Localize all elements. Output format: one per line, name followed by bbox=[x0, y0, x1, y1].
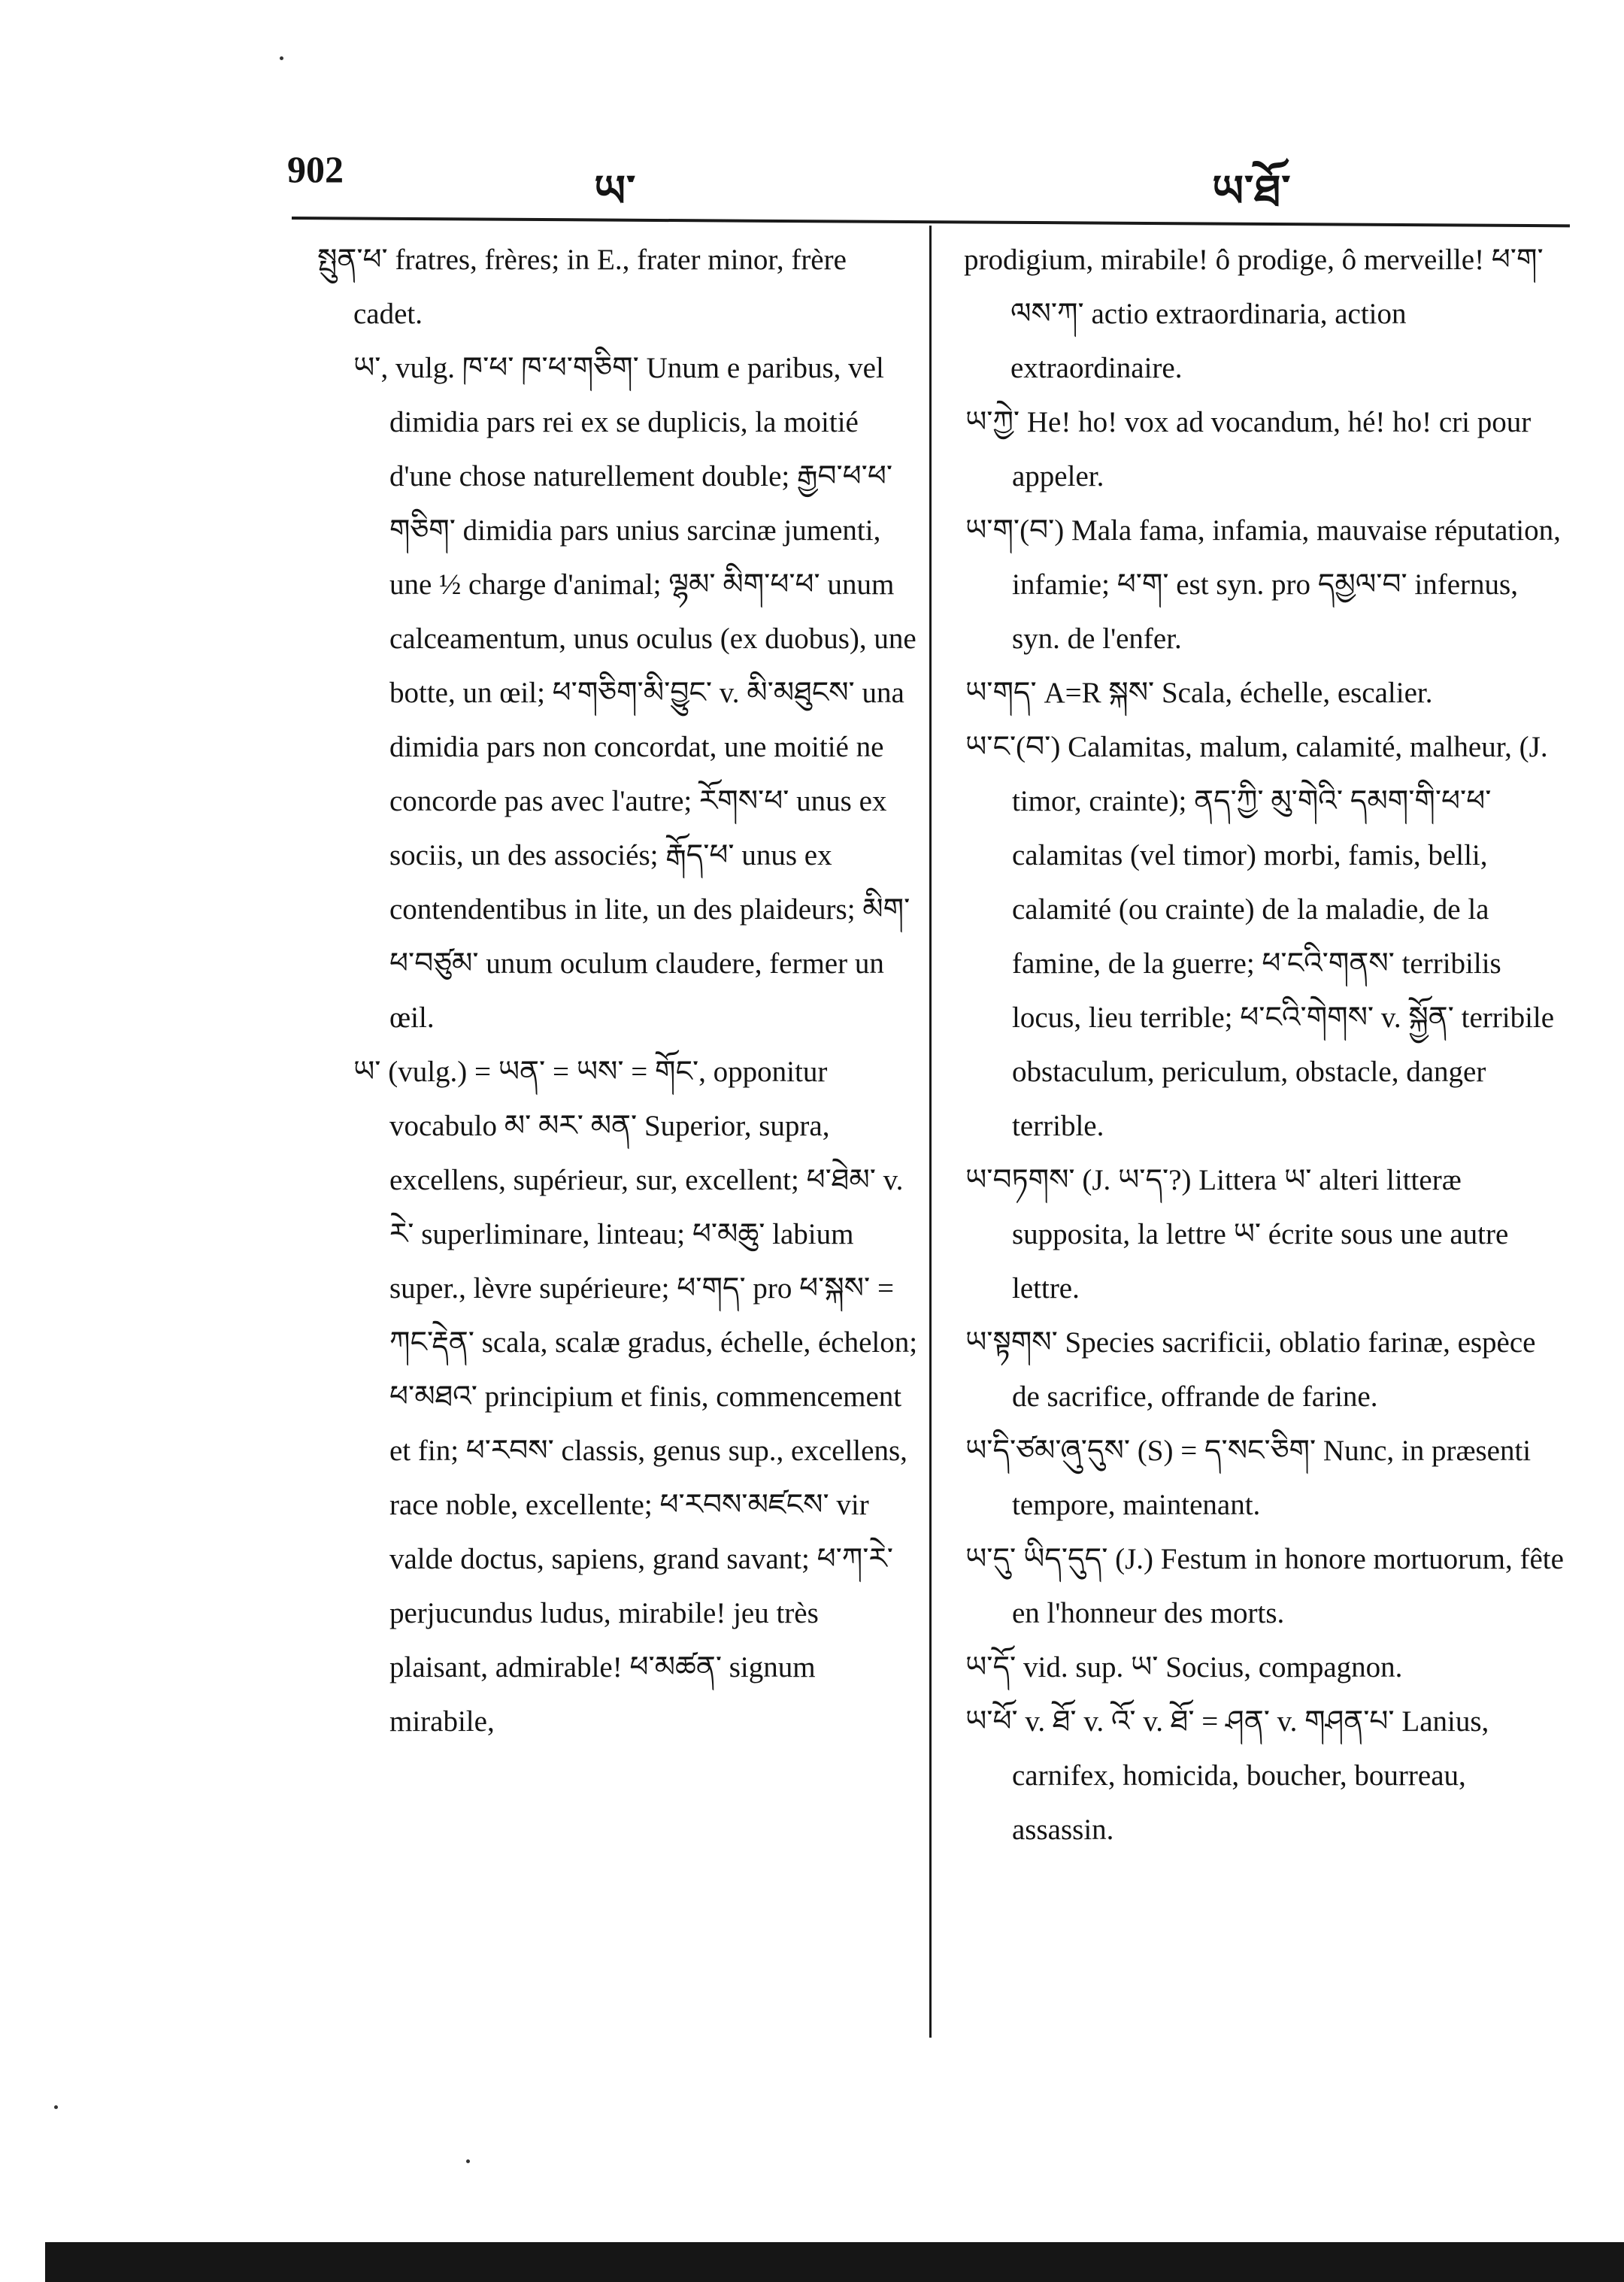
entry bbox=[965, 1695, 1564, 1857]
entry-text: ཡ་ (vulg.) = ཡན་ = ཡས་ = གོང་, opponitur vocabulo མ་ མར་ མན་ Superior, supra, excellens, supérieur, sur, excellent; ཕ་ཐེམ་ v. རེ་ superliminare, linteau; ཕ་མཆུ་ labium super., lèvre supérieure; ཕ་གད་ pro ཕ་སྐས་ = ཀང་རྡེན་ scala, scalæ gradus, échelle, échelon; ཕ་མཐའ་ principium et finis, commencement et fin; ཕ་རབས་ classis, genus sup., excellens, race noble, excellente; ཕ་རབས་མཛངས་ vir valde doctus, sapiens, grand savant; ཕ་ཀ་རེ་ perjucundus ludus, mirabile! jeu très plaisant, admirable! ཕ་མཚན་ signum mirabile, bbox=[353, 1056, 918, 1738]
entry bbox=[353, 1045, 919, 1749]
entry-text: ཡ་ག་(བ་) Mala fama, infamia, mauvaise réputation, infamie; ཕ་ག་ est syn. pro དམྱལ་བ་ infernus, syn. de l'enfer. bbox=[965, 514, 1561, 655]
entry-text: ཡ་དུ་ ཡིད་དུད་ (J.) Festum in honore mortuorum, fête en l'honneur des morts. bbox=[965, 1543, 1564, 1629]
scan-speck bbox=[280, 56, 283, 60]
entry bbox=[965, 1424, 1564, 1532]
entry bbox=[964, 233, 1564, 395]
right-column bbox=[965, 233, 1564, 1857]
entry bbox=[353, 341, 919, 1045]
entry bbox=[965, 395, 1564, 504]
column-divider bbox=[929, 226, 932, 2038]
scan-speck bbox=[54, 2105, 58, 2109]
left-column bbox=[317, 233, 919, 1749]
entry-text: ཡ་བཏགས་ (J. ཡ་ད་?) Littera ཡ་ alteri litteræ supposita, la lettre ཡ་ écrite sous une autre lettre. bbox=[965, 1164, 1509, 1305]
entry bbox=[965, 720, 1564, 1153]
entry bbox=[965, 1316, 1564, 1424]
entry-text: ཡ་ཕོ་ v. ཐོ་ v. འོ་ v. ཐོ་ = ཤན་ v. གཤན་པ་ Lanius, carnifex, homicida, boucher, bourreau, assassin. bbox=[965, 1705, 1489, 1846]
page-number: 902 bbox=[287, 148, 344, 190]
running-head-right: ཡ་ཐོ་ bbox=[1212, 165, 1292, 217]
entry-text: སྤུན་ཕ་ fratres, frères; in E., frater minor, frère cadet. bbox=[317, 244, 847, 330]
entry-text: ཡ་དི་ཙམ་ཞུ་དུས་ (S) = ད་སང་ཅིག་ Nunc, in præsenti tempore, maintenant. bbox=[965, 1435, 1532, 1521]
entry bbox=[317, 233, 919, 341]
scan-speck bbox=[466, 2159, 470, 2163]
entry bbox=[965, 1532, 1564, 1641]
entry-text: ཡ་, vulg. ཁ་ཕ་ ཁ་ཕ་གཅིག་ Unum e paribus, vel dimidia pars rei ex se duplicis, la moitié d'une chose naturellement double; རྒྱབ་ཕ་ཕ་གཅིག་ dimidia pars unius sarcinæ jumenti, une ½ charge d'animal; ལྷམ་ མིག་ཕ་ཕ་ unum calceamentum, unus oculus (ex duobus), une botte, un œil; ཕ་གཅིག་མི་བྱུང་ v. མི་མཐུངས་ una dimidia pars non concordat, une moitié ne concorde pas avec l'autre; རོགས་ཕ་ unus ex sociis, un des associés; རྒོད་ཕ་ unus ex contendentibus in lite, un des plaideurs; མིག་ཕ་བཙུམ་ unum oculum claudere, fermer un œil. bbox=[353, 352, 917, 1034]
entry-text: ཡ་གད་ A=R སྐས་ Scala, échelle, escalier. bbox=[965, 677, 1433, 709]
entry-text: ཡ་སྟགས་ Species sacrificii, oblatio farinæ, espèce de sacrifice, offrande de farine. bbox=[965, 1326, 1536, 1413]
entry-text: ཡ་དོ་ vid. sup. ཡ་ Socius, compagnon. bbox=[965, 1651, 1403, 1683]
entry bbox=[965, 504, 1564, 666]
entry-text: prodigium, mirabile! ô prodige, ô merveille! ཕ་ག་ལས་ཀ་ actio extraordinaria, action extraordinaire. bbox=[964, 244, 1544, 384]
entry bbox=[965, 666, 1564, 720]
entry bbox=[965, 1153, 1564, 1316]
entry-text: ཡ་ང་(བ་) Calamitas, malum, calamité, malheur, (J. timor, crainte); ནད་ཀྱི་ མུ་གེའི་ དམག་གི་ཕ་ཕ་ calamitas (vel timor) morbi, famis, belli, calamité (ou crainte) de la maladie, de la famine, de la guerre; ཕ་ངའི་གནས་ terribilis locus, lieu terrible; ཕ་ངའི་གེགས་ v. སྐྱོན་ terribile obstaculum, periculum, obstacle, danger terrible. bbox=[965, 731, 1555, 1142]
running-head-left: ཡ་ bbox=[594, 165, 637, 217]
entry bbox=[965, 1641, 1564, 1695]
bottom-scan-bar bbox=[45, 2242, 1624, 2282]
entry-text: ཡ་ཀྱེ་ He! ho! vox ad vocandum, hé! ho! cri pour appeler. bbox=[965, 406, 1532, 492]
